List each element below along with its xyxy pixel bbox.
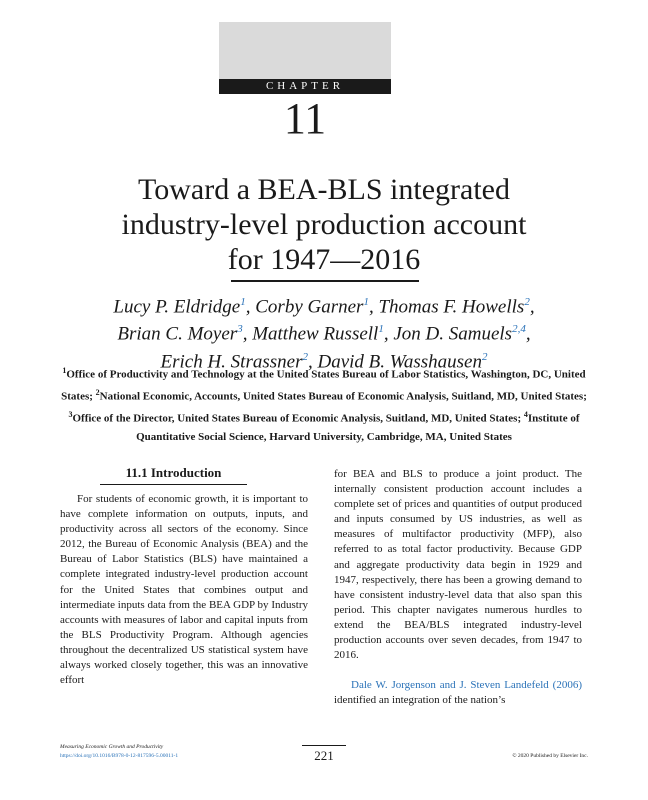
paragraph-text: identified an integration of the nation’s bbox=[334, 694, 506, 707]
author-line-1: Lucy P. Eldridge$^1$, Corby Garner$^1$, Thomas F. Howells$^2$, bbox=[113, 296, 535, 318]
page-number: 221 bbox=[314, 748, 334, 763]
chapter-label: CHAPTER bbox=[219, 79, 391, 94]
footer-copyright: © 2020 Published by Elsevier Inc. bbox=[512, 753, 588, 759]
author-name: Brian C. Moyer bbox=[117, 323, 238, 345]
author-name: Thomas F. Howells bbox=[378, 296, 525, 318]
author-affiliation-link[interactable]: 2 bbox=[524, 296, 530, 308]
author-name: David B. Wasshausen bbox=[317, 350, 482, 372]
author-name: Lucy P. Eldridge bbox=[113, 296, 241, 318]
title-line-1: Toward a BEA-BLS integrated bbox=[138, 173, 510, 206]
affiliation-number: 3 bbox=[68, 410, 73, 420]
author-name: Erich H. Strassner bbox=[160, 350, 303, 372]
intro-paragraph-left: For students of economic growth, it is important to have complete information on outputs, inputs, and productivity across all sectors of the economy. Since 2012, the Bureau of Economic Analysis (BEA) and the Bureau of Labor Statistics (BLS) have maintained a complete integrated industry-level production account for the United States that combines output and intermediate inputs data from the BEA GDP by Industry accounts with measures of labor and capital inputs from the BLS Productivity Program. Although agencies throughout the decentralized US statistical system have always worked closely together, this was an innovative effort bbox=[60, 493, 308, 687]
author-name: Jon D. Samuels bbox=[393, 323, 513, 345]
author-line-3: Erich H. Strassner$^2$, David B. Wasshausen$^2$ bbox=[160, 350, 488, 372]
author-name: Corby Garner bbox=[255, 296, 364, 318]
chapter-number: 11 bbox=[283, 94, 327, 143]
author-name: Matthew Russell bbox=[252, 323, 379, 345]
author-affiliation-link[interactable]: 2 bbox=[302, 350, 308, 363]
affiliation-text: Office of the Director, United States Bureau of Economic Analysis, Suitland, MD, United States; bbox=[72, 412, 522, 425]
affiliation-text: Institute of Quantitative Social Science, Harvard University, Cambridge, MA, United States bbox=[136, 412, 580, 444]
section-heading-rule bbox=[100, 484, 247, 485]
chapter-title bbox=[60, 172, 588, 277]
affiliation-text: Office of Productivity and Technology at the United States Bureau of Labor Statistics, Washington, DC, United States; bbox=[61, 368, 586, 403]
intro-paragraph-right: for BEA and BLS to produce a joint product. The internally consistent production account includes a complete set of prices and quantities of output produced and inputs consumed by US industries, as well as measures of multifactor productivity (MFP), also referred to as total factor productivity. Because GDP and aggregate productivity data begin in 1929 and 1947, respectively, there has been a growing demand to have consistent industry-level data that also span this period. This chapter navigates numerous hurdles to extend the BEA/BLS integrated industry-level production accounts over seven decades, from 1947 to 2016. bbox=[334, 468, 582, 662]
author-affiliation-link[interactable]: 2,4 bbox=[512, 323, 526, 336]
citation-link[interactable]: Dale W. Jorgenson and J. Steven Landefeld (2006) bbox=[351, 679, 582, 691]
affiliations bbox=[56, 362, 592, 447]
author-line-2: Brian C. Moyer$^3$, Matthew Russell$^1$, Jon D. Samuels$^{2,4}$, bbox=[117, 323, 531, 345]
affiliation-text: National Economic, Accounts, United States Bureau of Economic Analysis, Suitland, MD, United States; bbox=[99, 390, 587, 403]
affiliation-number: 1 bbox=[62, 366, 67, 375]
author-affiliation-link[interactable]: 3 bbox=[237, 323, 243, 336]
author-affiliation-link[interactable]: 1 bbox=[378, 323, 384, 336]
footer-page-rule bbox=[302, 745, 346, 746]
title-underline bbox=[231, 280, 419, 282]
title-line-3: for 1947—2016 bbox=[227, 243, 421, 276]
author-affiliation-link[interactable]: 2 bbox=[481, 350, 488, 363]
footer-journal-title: Measuring Economic Growth and Productivity bbox=[60, 744, 164, 750]
title-line-2: industry-level production account bbox=[121, 208, 527, 241]
author-affiliation-link[interactable]: 1 bbox=[240, 296, 246, 308]
affiliation-number: 2 bbox=[95, 388, 100, 398]
author-list bbox=[40, 291, 608, 373]
author-affiliation-link[interactable]: 1 bbox=[363, 296, 369, 308]
intro-paragraph-right-2 bbox=[334, 678, 582, 708]
footer-doi-link[interactable]: https://doi.org/10.1016/B978-0-12-817596-5.00011-1 bbox=[60, 753, 179, 759]
affiliation-number: 4 bbox=[523, 410, 528, 420]
section-heading: 11.1 Introduction bbox=[125, 465, 222, 480]
chapter-banner bbox=[219, 22, 391, 79]
